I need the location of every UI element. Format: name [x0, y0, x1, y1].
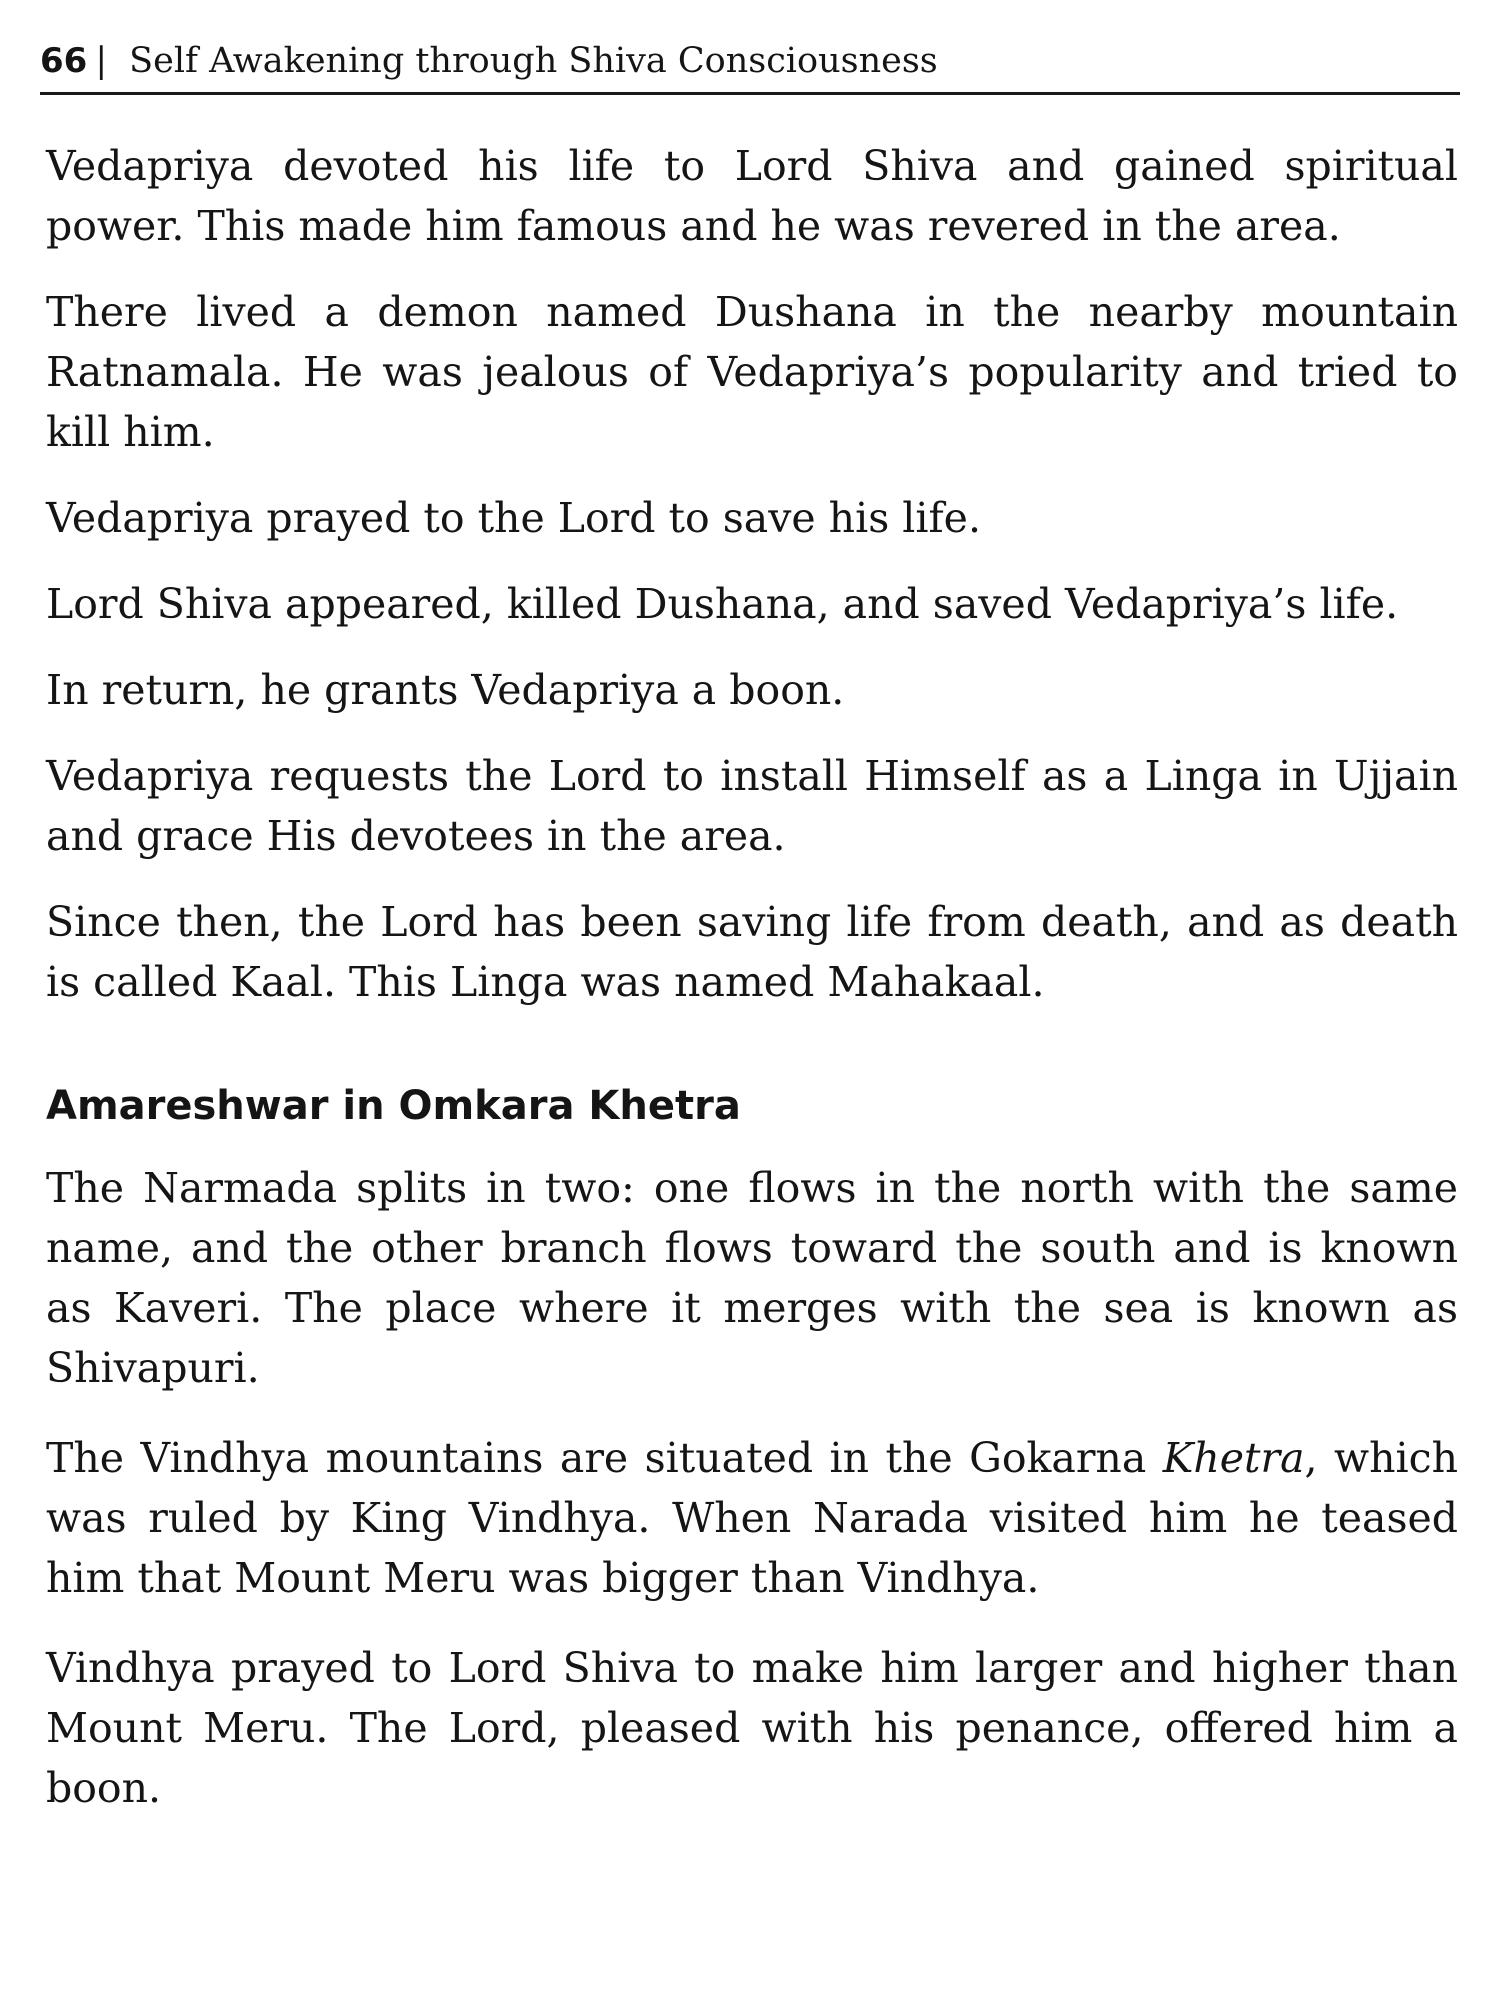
- section-heading: Amareshwar in Omkara Khetra: [46, 1083, 741, 1129]
- body-text: [46, 136, 1458, 1848]
- italic-term: Khetra: [1162, 1434, 1305, 1482]
- paragraph-text: The Vindhya mountains are situated in the Gokarna: [46, 1434, 1163, 1482]
- paragraph: Vedapriya requests the Lord to install Himself as a Linga in Ujjain and grace His devotees in the area.: [46, 752, 1458, 860]
- paragraph: Vedapriya devoted his life to Lord Shiva and gained spiritual power. This made him famous and he was revered in the area.: [46, 142, 1458, 250]
- paragraph: The Narmada splits in two: one flows in the north with the same name, and the other branch flows toward the south and is known as Kaveri. The place where it merges with the sea is known as Shivapuri.: [46, 1164, 1458, 1392]
- page-number: 66: [40, 41, 88, 81]
- paragraph: There lived a demon named Dushana in the nearby mountain Ratnamala. He was jealous of Vedapriya’s popularity and tried to kill him.: [46, 288, 1458, 456]
- book-title: Self Awakening through Shiva Consciousness: [129, 41, 938, 81]
- paragraph: Vedapriya prayed to the Lord to save his life.: [46, 494, 981, 542]
- paragraph-text: , which was ruled by King Vindhya. When Narada visited him he teased him that Mount Meru was bigger than Vindhya.: [46, 1434, 1459, 1602]
- paragraph: Lord Shiva appeared, killed Dushana, and saved Vedapriya’s life.: [46, 580, 1399, 628]
- paragraph: [46, 1428, 1458, 1608]
- section-amareshwar: [46, 1158, 1458, 1818]
- running-header: [40, 38, 1460, 95]
- paragraph: Since then, the Lord has been saving life from death, and as death is called Kaal. This Linga was named Mahakaal.: [46, 898, 1458, 1006]
- paragraph: In return, he grants Vedapriya a boon.: [46, 666, 845, 714]
- paragraph: Vindhya prayed to Lord Shiva to make him larger and higher than Mount Meru. The Lord, pleased with his penance, offered him a boon.: [46, 1644, 1458, 1812]
- header-separator: |: [95, 41, 108, 81]
